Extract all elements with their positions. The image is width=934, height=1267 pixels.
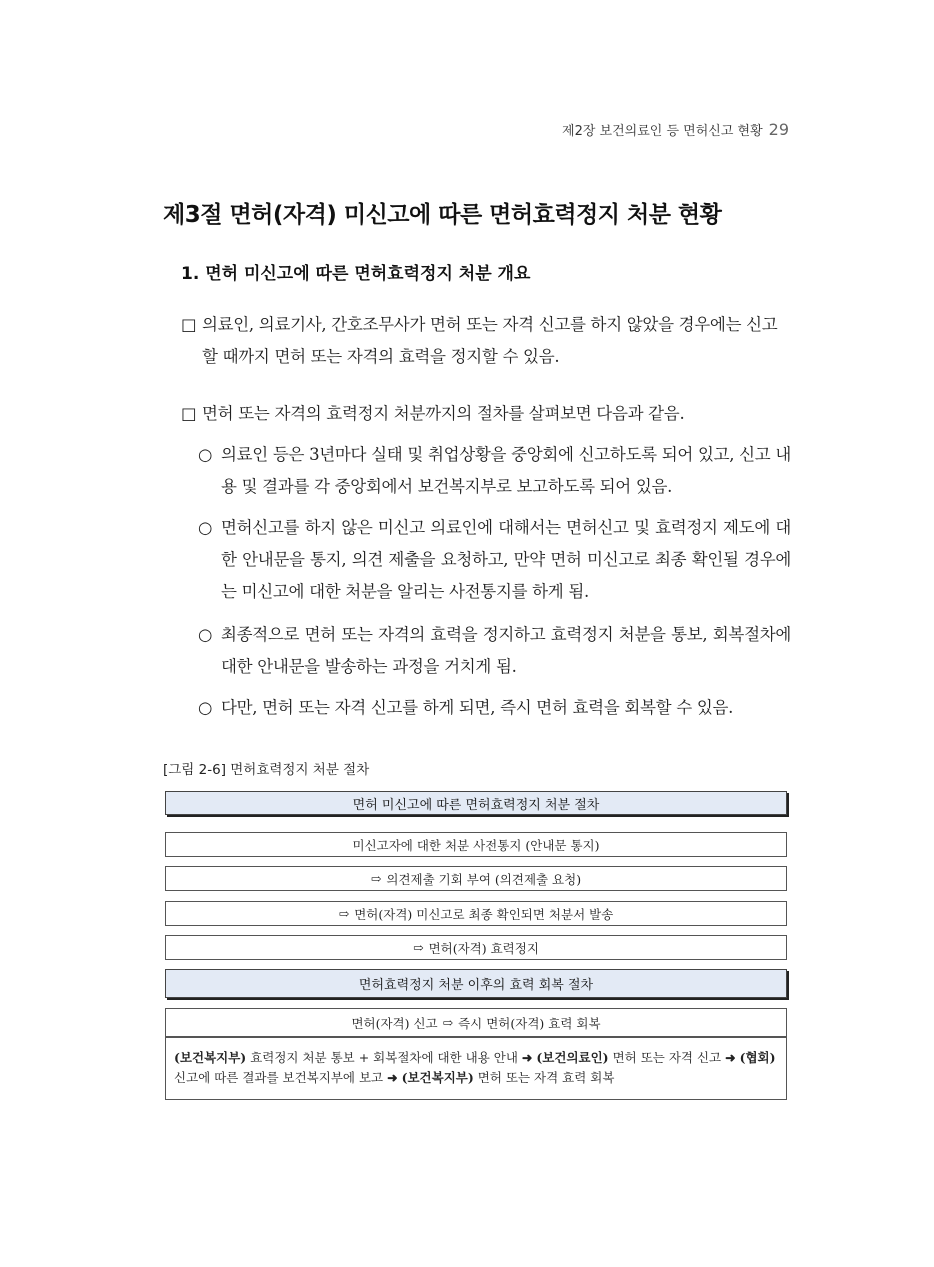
procedure-step-label: 면허(자격) 효력정지	[428, 940, 539, 956]
circle-bullet-item	[198, 439, 791, 503]
recovery-header-label: 면허효력정지 처분 이후의 효력 회복 절차	[358, 978, 594, 993]
recovery-summary-left: 면허(자격) 신고	[351, 1015, 438, 1031]
square-bullet-icon: □	[181, 404, 197, 423]
circle-bullet-icon: ○	[198, 698, 213, 717]
detail-text: 면허 또는 자격 신고	[612, 1050, 722, 1065]
procedure-step-box	[165, 866, 787, 891]
procedure-step-label: 의견제출 기회 부여 (의견제출 요청)	[386, 871, 582, 887]
bold-arrow-icon: ➜	[521, 1050, 533, 1065]
square-bullet-paragraph	[181, 309, 791, 373]
procedure-step-label: 면허(자격) 미신고로 최종 확인되면 처분서 발송	[354, 906, 614, 922]
page-number: 29	[768, 120, 789, 139]
right-arrow-icon: ⇨	[413, 940, 424, 955]
recovery-detail-box	[165, 1037, 787, 1100]
procedure-step-box	[165, 832, 787, 857]
circle-bullet-item	[198, 512, 791, 608]
procedure-step-label: 미신고자에 대한 처분 사전통지 (안내문 통지)	[352, 837, 600, 853]
actor-label: (보건복지부)	[401, 1070, 474, 1085]
detail-text: 면허 또는 자격 효력 회복	[477, 1070, 615, 1085]
detail-text: 효력정지 처분 통보 + 회복절차에 대한 내용 안내	[250, 1050, 518, 1065]
procedure-header-box	[165, 791, 787, 815]
paragraph-text: 의료인, 의료기사, 간호조무사가 면허 또는 자격 신고를 하지 않았을 경우에는 신고할 때까지 면허 또는 자격의 효력을 정지할 수 있음.	[202, 315, 778, 366]
right-arrow-icon: ⇨	[442, 1015, 454, 1030]
circle-bullet-icon: ○	[198, 625, 213, 644]
circle-bullet-icon: ○	[198, 445, 213, 464]
paragraph-text: 면허 또는 자격의 효력정지 처분까지의 절차를 살펴보면 다음과 같음.	[202, 404, 685, 423]
actor-label: (협회)	[739, 1050, 776, 1065]
figure-caption: [그림 2-6] 면허효력정지 처분 절차	[163, 762, 370, 778]
circle-bullet-item	[198, 692, 791, 724]
procedure-step-box	[165, 935, 787, 960]
right-arrow-icon: ⇨	[338, 906, 350, 921]
square-bullet-paragraph	[181, 398, 791, 430]
item-text: 의료인 등은 3년마다 실태 및 취업상황을 중앙회에 신고하도록 되어 있고, 신고 내용 및 결과를 각 중앙회에서 보건복지부로 보고하도록 되어 있음.	[221, 445, 791, 496]
bold-arrow-icon: ➜	[725, 1050, 736, 1065]
recovery-summary-right: 즉시 면허(자격) 효력 회복	[458, 1015, 601, 1031]
recovery-header-box	[165, 969, 787, 998]
recovery-summary-box	[165, 1008, 787, 1037]
circle-bullet-icon: ○	[198, 518, 213, 537]
actor-label: (보건의료인)	[536, 1050, 609, 1065]
circle-bullet-item	[198, 619, 791, 683]
chapter-label: 제2장 보건의료인 등 면허신고 현황	[562, 124, 763, 139]
procedure-step-box	[165, 901, 787, 926]
item-text: 다만, 면허 또는 자격 신고를 하게 되면, 즉시 면허 효력을 회복할 수 있음.	[221, 698, 734, 717]
square-bullet-icon: □	[181, 315, 197, 334]
item-text: 최종적으로 면허 또는 자격의 효력을 정지하고 효력정지 처분을 통보, 회복절차에 대한 안내문을 발송하는 과정을 거치게 됨.	[221, 625, 791, 676]
running-header	[562, 120, 789, 139]
subsection-title: 1. 면허 미신고에 따른 면허효력정지 처분 개요	[181, 264, 531, 284]
actor-label: (보건복지부)	[174, 1050, 247, 1065]
right-arrow-icon: ⇨	[370, 871, 382, 886]
item-text: 면허신고를 하지 않은 미신고 의료인에 대해서는 면허신고 및 효력정지 제도에 대한 안내문을 통지, 의견 제출을 요청하고, 만약 면허 미신고로 최종 확인될 경우에는 미신고에 대한 처분을 알리는 사전통지를 하게 됨.	[221, 518, 791, 601]
procedure-header-label: 면허 미신고에 따른 면허효력정지 처분 절차	[352, 797, 600, 813]
detail-text: 신고에 따른 결과를 보건복지부에 보고	[174, 1070, 384, 1085]
section-title: 제3절 면허(자격) 미신고에 따른 면허효력정지 처분 현황	[163, 202, 722, 228]
bold-arrow-icon: ➜	[387, 1070, 398, 1085]
